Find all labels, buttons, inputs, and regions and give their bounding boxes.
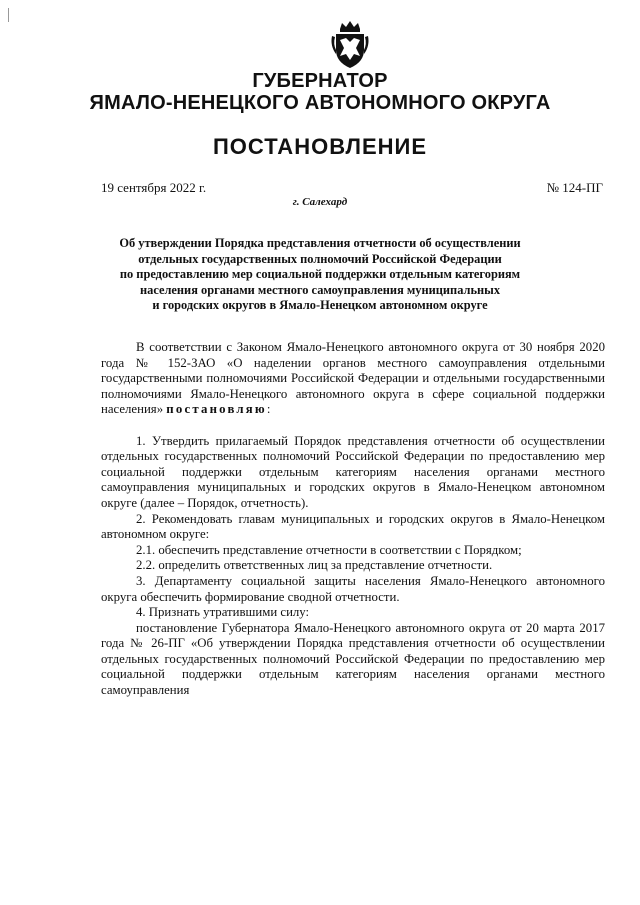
issuer-region: ЯМАЛО-НЕНЕЦКОГО АВТОНОМНОГО ОКРУГА xyxy=(89,92,551,114)
title-line: отдельных государственных полномочий Российской Федерации xyxy=(138,251,502,266)
paragraph-item-2-1: 2.1. обеспечить представление отчетности в соответствии с Порядком; xyxy=(136,542,522,557)
title-line: населения органами местного самоуправления муниципальных xyxy=(139,282,501,297)
document-number: № 124-ПГ xyxy=(546,180,603,195)
paragraph-item-4: 4. Признать утратившими силу: xyxy=(136,605,310,620)
document-city: г. Салехард xyxy=(292,196,348,208)
paragraph-item-3: 3. Департаменту социальной защиты населения Ямало-Ненецкого автономного округа обеспечить формирование сводной отчетности. xyxy=(101,573,605,604)
paragraph-item-2: 2. Рекомендовать главам муниципальных и городских округов в Ямало-Ненецком автономном округе: xyxy=(101,511,605,542)
document-title xyxy=(70,236,570,314)
title-line: по предоставлению мер социальной поддержки отдельным категориям xyxy=(119,267,521,282)
preamble-paragraph: В соответствии с Законом Ямало-Ненецкого автономного округа от 30 ноября 2020 года № 152-ЗАО «О наделении органов местного самоуправления отдельными государственными полномочиями Российской Федерации и отдельными государственными полномочиями Ямало-Ненецкого автономного округа в сфере социальной поддержки населения» постановляю: xyxy=(101,340,605,417)
title-line: и городских округов в Ямало-Ненецком автономном округе xyxy=(152,298,488,313)
paragraph-item-2-2: 2.2. определить ответственных лиц за представление отчетности. xyxy=(136,558,493,573)
paragraph-item-1: 1. Утвердить прилагаемый Порядок представления отчетности об осуществлении отдельных государственных полномочий Российской Федерации по предоставлению мер социальной поддержки отдельным категориям населения органами местного самоуправления муниципальных и городских округов в Ямало-Ненецком автономном округе (далее – Порядок, отчетность). xyxy=(101,433,605,510)
title-line: Об утверждении Порядка представления отчетности об осуществлении xyxy=(119,236,521,250)
document-date: 19 сентября 2022 г. xyxy=(101,180,207,195)
preamble-text: В соответствии с Законом Ямало-Ненецкого автономного округа от 30 ноября 2020 года № 152-ЗАО «О наделении органов местного самоуправления отдельными государственными полномочиями Российской Федерации и отдельными государственными полномочиями Ямало-Ненецкого автономного округа в сфере социальной поддержки населения» xyxy=(101,340,605,417)
margin-mark xyxy=(8,8,9,22)
document-type: ПОСТАНОВЛЕНИЕ xyxy=(212,134,428,159)
decree-word: постановляю xyxy=(166,402,267,417)
document-body xyxy=(101,340,605,699)
issuer-title: ГУБЕРНАТОР xyxy=(252,70,388,92)
paragraph-repealed-act: постановление Губернатора Ямало-Ненецкого автономного округа от 20 марта 2017 года № 26-ПГ «Об утверждении Порядка представления отчетности об осуществлении отдельных государственных полномочий Российской Федерации по предоставлению мер социальной поддержки отдельным категориям населения органами местного самоуправления xyxy=(101,620,605,698)
coat-of-arms-icon xyxy=(328,20,372,70)
